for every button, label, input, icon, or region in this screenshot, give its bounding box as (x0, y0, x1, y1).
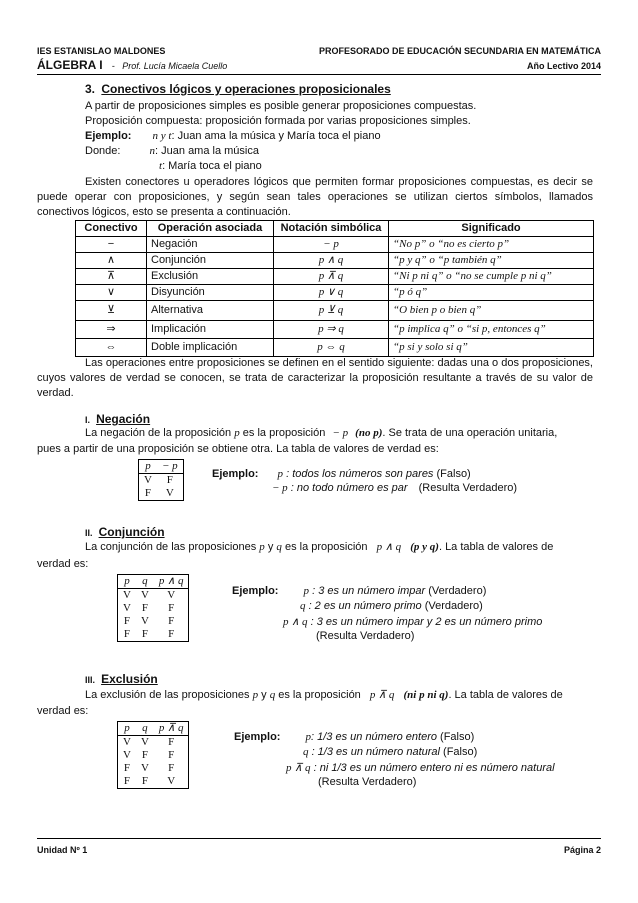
example-var: n y t (152, 130, 172, 142)
truth-row (139, 474, 184, 488)
truth-cell: F (168, 602, 175, 614)
truth-cell: V (144, 474, 152, 486)
truth-header: − p (157, 460, 183, 474)
conjunction-text-c: . La tabla de valores de (438, 541, 554, 553)
conjunction-heading (85, 525, 165, 539)
table-row (76, 321, 594, 339)
donde-t-line (159, 160, 262, 172)
truth-cell: F (123, 762, 131, 774)
operations-intro: Las operaciones entre proposiciones se definen en el sentido siguiente: dadas una o dos proposiciones, cuyos valores de verdad se conocen, se trata de caracterizar la proposición resultante a través de su valor de verdad. (37, 357, 593, 399)
donde-t-var: t (159, 160, 163, 172)
operation-name: Disyunción (147, 285, 274, 301)
table-row (76, 301, 594, 321)
exclusion-ex1-var: p (305, 731, 312, 743)
truth-header: q (136, 722, 154, 736)
truth-cell: F (123, 615, 131, 627)
truth-cell: V (167, 775, 176, 787)
truth-cell: V (123, 602, 131, 614)
truth-header-row (139, 460, 184, 474)
col-header: Significado (389, 221, 594, 237)
table-row (76, 237, 594, 253)
meaning: “Ni p ni q” o “no se cumple p ni q” (389, 269, 594, 285)
truth-cell: V (167, 589, 176, 601)
connective-symbol: ⇔ (76, 339, 147, 357)
operation-name: Doble implicación (147, 339, 274, 357)
exclusion-text-b: es la proposición (278, 689, 361, 701)
negation-title: Negación (96, 412, 151, 426)
conjunction-truth-table (117, 574, 189, 642)
page-number: Página 2 (563, 845, 601, 855)
donde-line (85, 145, 259, 157)
truth-cell: V (123, 749, 131, 761)
negation-numeral: I. (85, 415, 91, 425)
conjunction-numeral: II. (85, 528, 93, 538)
connective-symbol: − (76, 237, 147, 253)
conjunction-example-2 (300, 600, 483, 612)
exclusion-p: p (252, 689, 259, 701)
col-header: Operación asociada (147, 221, 274, 237)
truth-row (118, 589, 189, 603)
truth-cell: F (141, 602, 148, 614)
conjunction-q: q (276, 541, 282, 553)
truth-row (118, 775, 189, 789)
truth-cell: F (123, 628, 131, 640)
truth-header: q (136, 575, 154, 589)
symbolic-notation: p ⇔ q (274, 339, 389, 357)
truth-header: p (118, 575, 136, 589)
conjunction-ex1-var: p (303, 585, 310, 597)
conjunction-ex2-text: : 2 es un número primo (308, 600, 422, 612)
exclusion-example-2 (303, 746, 477, 758)
conjunction-ex2-value: (Verdadero) (424, 600, 483, 612)
conjunction-title: Conjunción (98, 525, 165, 539)
exclusion-ex2-text: : 1/3 es un número natural (311, 746, 440, 758)
negation-ex2-var: − p (272, 482, 288, 494)
course-title: ÁLGEBRA I (37, 58, 103, 72)
truth-cell: F (168, 628, 175, 640)
connectives-table (75, 220, 594, 357)
symbolic-notation: − p (274, 237, 389, 253)
conjunction-example-1 (232, 585, 486, 597)
truth-cell: V (140, 762, 149, 774)
exclusion-ex2-var: q (303, 746, 309, 758)
exclusion-ex1-text: : 1/3 es un número entero (311, 731, 437, 743)
negation-line-2: pues a partir de una proposición se obtiene otra. La tabla de valores de verdad es: (37, 443, 439, 455)
meaning: “p y q” o “p también q” (389, 253, 594, 269)
meaning: “O bien p o bien q” (389, 301, 594, 321)
example-label: Ejemplo: (85, 130, 132, 142)
truth-cell: V (123, 736, 131, 748)
conjunction-ex3-value: (Resulta Verdadero) (316, 630, 415, 642)
connective-symbol: ∧ (76, 253, 147, 269)
symbolic-notation: p ∨ q (274, 285, 389, 301)
table-row (76, 285, 594, 301)
truth-header-row (118, 722, 189, 736)
truth-cell: V (165, 487, 174, 499)
negation-ex2-value: (Resulta Verdadero) (418, 482, 518, 494)
conjunction-ex3-var: p ∧ q (283, 616, 308, 628)
section-line-1: A partir de proposiciones simples es posible generar proposiciones compuestas. (85, 100, 477, 112)
exclusion-ex3-var: p ⊼ q (286, 762, 311, 774)
operation-name: Implicación (147, 321, 274, 339)
unit-number: Unidad Nº 1 (37, 845, 88, 855)
conjunction-line-2: verdad es: (37, 558, 89, 570)
meaning: “No p” o “no es cierto p” (389, 237, 594, 253)
connective-symbol: ∨ (76, 285, 147, 301)
symbolic-notation: p ⊼ q (274, 269, 389, 285)
truth-cell: F (168, 749, 175, 761)
negation-example-1 (212, 468, 471, 480)
conjunction-expr-read: (p y q) (410, 541, 439, 553)
conjunction-ex3-text: : 3 es un número impar y 2 es un número primo (310, 616, 543, 628)
truth-cell: F (141, 749, 148, 761)
donde-n-text: : Juan ama la música (155, 145, 259, 157)
exclusion-expr-read: (ni p ni q) (403, 689, 449, 701)
header-rule (37, 74, 601, 75)
negation-neg-p: − p (332, 427, 349, 439)
truth-header: p (118, 722, 136, 736)
donde-n-var: n (149, 145, 156, 157)
table-header-row (76, 221, 594, 237)
exclusion-example-3 (286, 761, 555, 774)
symbolic-notation: p ⊻ q (274, 301, 389, 321)
footer-rule (37, 838, 601, 839)
meaning: “p ó q” (389, 285, 594, 301)
negation-example-label: Ejemplo: (212, 468, 259, 480)
negation-truth-table (138, 459, 184, 501)
truth-row (118, 736, 189, 750)
exclusion-example-label: Ejemplo: (234, 731, 281, 743)
exclusion-line-2: verdad es: (37, 705, 89, 717)
negation-line-1 (85, 427, 595, 439)
truth-cell: F (144, 487, 152, 499)
exclusion-text-c: . La tabla de valores de (448, 689, 563, 701)
example-text: : Juan ama la música y María toca el piano (171, 130, 381, 142)
table-row (76, 269, 594, 285)
exclusion-ex2-value: (Falso) (443, 746, 478, 758)
meaning: “p implica q” o “si p, entonces q” (389, 321, 594, 339)
donde-t-text: : María toca el piano (162, 160, 262, 172)
conjunction-ex1-text: : 3 es un número impar (312, 585, 426, 597)
section-number: 3. (85, 82, 96, 96)
exclusion-truth-table (117, 721, 189, 789)
negation-example-2 (272, 482, 517, 494)
section-title: Conectivos lógicos y operaciones proposicionales (101, 82, 391, 96)
negation-text-c: . Se trata de una operación unitaria, (382, 427, 558, 439)
exclusion-ex1-value: (Falso) (440, 731, 475, 743)
exclusion-title: Exclusión (101, 672, 158, 686)
exclusion-expr: p ⊼ q (369, 689, 395, 701)
negation-heading (85, 412, 150, 426)
meaning: “p si y solo si q” (389, 339, 594, 357)
truth-row (118, 615, 189, 628)
connectives-intro: Existen conectores u operadores lógicos que permiten formar proposiciones compuestas, es decir se puede operar con proposiciones, y según sean tales operaciones se utilizan ciertos símbolos, llamados conectivos lógicos, esto se presenta a continuación. (37, 176, 593, 218)
negation-text-a: La negación de la proposición (85, 427, 232, 439)
negation-ex1-text: : todos los números son pares (286, 468, 434, 480)
truth-cell: F (123, 775, 131, 787)
truth-cell: F (168, 615, 175, 627)
operation-name: Exclusión (147, 269, 274, 285)
truth-cell: F (166, 474, 173, 486)
conjunction-example-3 (283, 615, 542, 628)
truth-cell: F (168, 736, 175, 748)
negation-ex2-text: : no todo número es par (290, 482, 408, 494)
truth-cell: V (140, 615, 149, 627)
institution-name: IES ESTANISLAO MALDONES (37, 46, 166, 56)
truth-row (139, 487, 184, 501)
truth-cell: V (140, 736, 149, 748)
operation-name: Conjunción (147, 253, 274, 269)
exclusion-example-1 (234, 731, 474, 743)
symbolic-notation: p ∧ q (274, 253, 389, 269)
example-line (85, 130, 381, 142)
conjunction-ex2-var: q (300, 600, 306, 612)
negation-ex1-value: (Falso) (436, 468, 471, 480)
operation-name: Negación (147, 237, 274, 253)
truth-row (118, 762, 189, 775)
section-heading (85, 82, 391, 96)
conjunction-text-a: La conjunción de las proposiciones (85, 541, 257, 553)
exclusion-line-1 (85, 688, 595, 701)
operation-name: Alternativa (147, 301, 274, 321)
section-line-2: Proposición compuesta: proposición formada por varias proposiciones simples. (85, 115, 471, 127)
truth-row (118, 602, 189, 615)
conjunction-p: p (259, 541, 265, 553)
truth-header-row (118, 575, 189, 589)
conjunction-y: y (267, 541, 274, 553)
professor-name: Prof. Lucía Micaela Cuello (122, 61, 228, 71)
col-header: Conectivo (76, 221, 147, 237)
truth-header: p ⊼ q (154, 722, 189, 736)
negation-no-p: (no p) (355, 427, 383, 439)
conjunction-line-1 (85, 540, 595, 553)
table-row (76, 339, 594, 357)
truth-row (118, 749, 189, 762)
exclusion-numeral: III. (85, 675, 96, 685)
exclusion-q: q (269, 689, 276, 701)
col-header: Notación simbólica (274, 221, 389, 237)
truth-header: p ∧ q (154, 575, 189, 589)
conjunction-example-label: Ejemplo: (232, 585, 279, 597)
connective-symbol: ⊻ (76, 301, 147, 321)
truth-row (118, 628, 189, 642)
exclusion-ex3-value: (Resulta Verdadero) (318, 776, 417, 788)
truth-cell: V (140, 589, 149, 601)
exclusion-heading (85, 672, 158, 686)
conjunction-text-b: es la proposición (284, 541, 368, 553)
header-dash: - (111, 61, 115, 71)
academic-year: Año Lectivo 2014 (526, 61, 601, 71)
donde-label: Donde: (85, 145, 121, 157)
truth-cell: F (168, 762, 175, 774)
conjunction-expr: p ∧ q (376, 541, 402, 553)
truth-cell: F (141, 628, 148, 640)
truth-cell: V (123, 589, 131, 601)
negation-text-b: es la proposición (242, 427, 326, 439)
conjunction-ex1-value: (Verdadero) (428, 585, 487, 597)
symbolic-notation: p ⇒ q (274, 321, 389, 339)
exclusion-text-a: La exclusión de las proposiciones (85, 689, 250, 701)
connective-symbol: ⊼ (76, 269, 147, 285)
truth-cell: F (141, 775, 148, 787)
program-name: PROFESORADO DE EDUCACIÓN SECUNDARIA EN MATEMÁTICA (318, 46, 601, 56)
exclusion-y: y (261, 689, 267, 701)
exclusion-ex3-text: : ni 1/3 es un número entero ni es número natural (313, 762, 555, 774)
negation-p: p (234, 427, 240, 439)
negation-ex1-var: p (277, 468, 284, 480)
course-line (37, 58, 227, 72)
truth-header: p (139, 460, 157, 474)
connective-symbol: ⇒ (76, 321, 147, 339)
table-row (76, 253, 594, 269)
